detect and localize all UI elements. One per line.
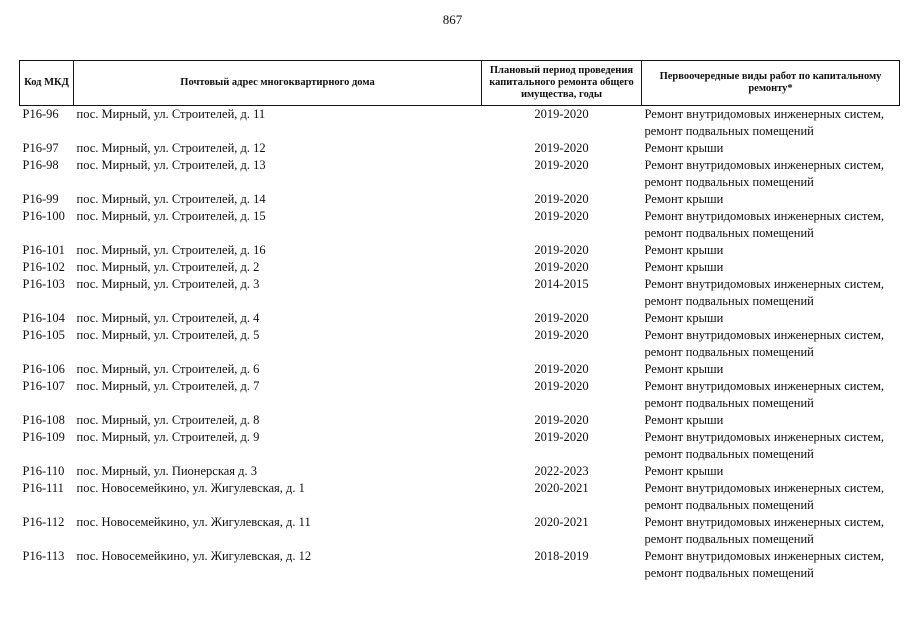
period-cell: 2019-2020 <box>534 430 589 444</box>
works-cell <box>642 361 900 378</box>
header-code: Код МКД <box>20 61 74 106</box>
works-line: Ремонт крыши <box>644 362 724 376</box>
address-cell: пос. Мирный, ул. Строителей, д. 12 <box>76 141 266 155</box>
period-cell: 2019-2020 <box>534 192 589 206</box>
works-line: Ремонт крыши <box>644 260 724 274</box>
repair-schedule-table <box>19 60 900 582</box>
works-cell <box>642 514 900 548</box>
mkd-code-cell: Р16-113 <box>22 549 65 563</box>
period-cell: 2018-2019 <box>534 549 589 563</box>
mkd-code-cell: Р16-111 <box>22 481 64 495</box>
table-body <box>20 106 900 583</box>
works-line: ремонт подвальных помещений <box>644 345 814 359</box>
address-cell: пос. Мирный, ул. Строителей, д. 8 <box>76 413 260 427</box>
period-cell: 2019-2020 <box>534 362 589 376</box>
works-cell <box>642 429 900 463</box>
table-row <box>20 378 900 412</box>
works-line: Ремонт внутридомовых инженерных систем, <box>644 328 885 342</box>
table-row <box>20 106 900 141</box>
period-cell: 2019-2020 <box>534 141 589 155</box>
works-line: ремонт подвальных помещений <box>644 175 814 189</box>
page-number: 867 <box>442 12 463 27</box>
works-line: ремонт подвальных помещений <box>644 498 814 512</box>
header-address: Почтовый адрес многоквартирного дома <box>74 61 482 106</box>
address-cell: пос. Мирный, ул. Строителей, д. 4 <box>76 311 260 325</box>
address-cell: пос. Мирный, ул. Строителей, д. 16 <box>76 243 266 257</box>
works-cell <box>642 106 900 141</box>
works-cell <box>642 412 900 429</box>
period-cell: 2019-2020 <box>534 243 589 257</box>
table-row <box>20 514 900 548</box>
period-cell: 2014-2015 <box>534 277 589 291</box>
works-line: Ремонт внутридомовых инженерных систем, <box>644 430 885 444</box>
works-line: Ремонт крыши <box>644 464 724 478</box>
address-cell: пос. Мирный, ул. Строителей, д. 9 <box>76 430 260 444</box>
header-works: Первоочередные виды работ по капитальному ремонту* <box>642 61 900 106</box>
works-line: Ремонт крыши <box>644 413 724 427</box>
address-cell: пос. Мирный, ул. Строителей, д. 11 <box>76 107 266 121</box>
mkd-code-cell: Р16-103 <box>22 277 65 291</box>
table-row <box>20 361 900 378</box>
mkd-code-cell: Р16-109 <box>22 430 65 444</box>
period-cell: 2019-2020 <box>534 379 589 393</box>
works-line: Ремонт внутридомовых инженерных систем, <box>644 158 885 172</box>
period-cell: 2019-2020 <box>534 209 589 223</box>
table-row <box>20 480 900 514</box>
works-line: ремонт подвальных помещений <box>644 447 814 461</box>
works-cell <box>642 259 900 276</box>
period-cell: 2019-2020 <box>534 413 589 427</box>
address-cell: пос. Мирный, ул. Строителей, д. 5 <box>76 328 260 342</box>
works-line: ремонт подвальных помещений <box>644 396 814 410</box>
works-cell <box>642 140 900 157</box>
mkd-code-cell: Р16-107 <box>22 379 65 393</box>
table-row <box>20 191 900 208</box>
works-line: Ремонт внутридомовых инженерных систем, <box>644 277 885 291</box>
address-cell: пос. Мирный, ул. Строителей, д. 14 <box>76 192 266 206</box>
works-line: ремонт подвальных помещений <box>644 226 814 240</box>
period-cell: 2019-2020 <box>534 328 589 342</box>
mkd-code-cell: Р16-106 <box>22 362 65 376</box>
address-cell: пос. Мирный, ул. Строителей, д. 3 <box>76 277 260 291</box>
address-cell: пос. Новосемейкино, ул. Жигулевская, д. 11 <box>76 515 311 529</box>
works-line: Ремонт внутридомовых инженерных систем, <box>644 379 885 393</box>
works-line: Ремонт крыши <box>644 192 724 206</box>
mkd-code-cell: Р16-96 <box>22 107 59 121</box>
period-cell: 2019-2020 <box>534 158 589 172</box>
address-cell: пос. Мирный, ул. Строителей, д. 2 <box>76 260 260 274</box>
works-line: Ремонт крыши <box>644 243 724 257</box>
works-line: Ремонт внутридомовых инженерных систем, <box>644 515 885 529</box>
works-line: ремонт подвальных помещений <box>644 124 814 138</box>
works-line: Ремонт внутридомовых инженерных систем, <box>644 209 885 223</box>
address-cell: пос. Новосемейкино, ул. Жигулевская, д. 12 <box>76 549 312 563</box>
mkd-code-cell: Р16-105 <box>22 328 65 342</box>
works-cell <box>642 157 900 191</box>
table-row <box>20 327 900 361</box>
works-line: ремонт подвальных помещений <box>644 532 814 546</box>
table-row <box>20 429 900 463</box>
address-cell: пос. Мирный, ул. Пионерская д. 3 <box>76 464 257 478</box>
works-cell <box>642 310 900 327</box>
mkd-code-cell: Р16-99 <box>22 192 59 206</box>
header-period: Плановый период проведения капитального ремонта общего имущества, годы <box>482 61 642 106</box>
mkd-code-cell: Р16-97 <box>22 141 59 155</box>
table-row <box>20 157 900 191</box>
table-row <box>20 548 900 582</box>
table-row <box>20 242 900 259</box>
works-line: Ремонт крыши <box>644 141 724 155</box>
table-row <box>20 140 900 157</box>
mkd-code-cell: Р16-108 <box>22 413 65 427</box>
works-line: ремонт подвальных помещений <box>644 294 814 308</box>
mkd-code-cell: Р16-102 <box>22 260 65 274</box>
period-cell: 2019-2020 <box>534 107 589 121</box>
table-row <box>20 463 900 480</box>
works-cell <box>642 548 900 582</box>
mkd-code-cell: Р16-101 <box>22 243 65 257</box>
works-cell <box>642 208 900 242</box>
works-line: ремонт подвальных помещений <box>644 566 814 580</box>
works-line: Ремонт внутридомовых инженерных систем, <box>644 481 885 495</box>
mkd-code-cell: Р16-110 <box>22 464 65 478</box>
period-cell: 2020-2021 <box>534 515 589 529</box>
works-cell <box>642 378 900 412</box>
mkd-code-cell: Р16-104 <box>22 311 65 325</box>
table-header-row <box>20 61 900 106</box>
works-line: Ремонт внутридомовых инженерных систем, <box>644 549 885 563</box>
works-cell <box>642 276 900 310</box>
table-row <box>20 412 900 429</box>
table-row <box>20 310 900 327</box>
table-row <box>20 276 900 310</box>
works-cell <box>642 327 900 361</box>
period-cell: 2022-2023 <box>534 464 589 478</box>
period-cell: 2019-2020 <box>534 260 589 274</box>
mkd-code-cell: Р16-100 <box>22 209 65 223</box>
address-cell: пос. Новосемейкино, ул. Жигулевская, д. 1 <box>76 481 305 495</box>
works-cell <box>642 480 900 514</box>
period-cell: 2020-2021 <box>534 481 589 495</box>
mkd-code-cell: Р16-112 <box>22 515 65 529</box>
works-cell <box>642 191 900 208</box>
address-cell: пос. Мирный, ул. Строителей, д. 13 <box>76 158 266 172</box>
table-row <box>20 208 900 242</box>
mkd-code-cell: Р16-98 <box>22 158 59 172</box>
works-cell <box>642 463 900 480</box>
works-cell <box>642 242 900 259</box>
works-line: Ремонт крыши <box>644 311 724 325</box>
table-row <box>20 259 900 276</box>
address-cell: пос. Мирный, ул. Строителей, д. 6 <box>76 362 260 376</box>
address-cell: пос. Мирный, ул. Строителей, д. 7 <box>76 379 260 393</box>
period-cell: 2019-2020 <box>534 311 589 325</box>
address-cell: пос. Мирный, ул. Строителей, д. 15 <box>76 209 266 223</box>
works-line: Ремонт внутридомовых инженерных систем, <box>644 107 885 121</box>
